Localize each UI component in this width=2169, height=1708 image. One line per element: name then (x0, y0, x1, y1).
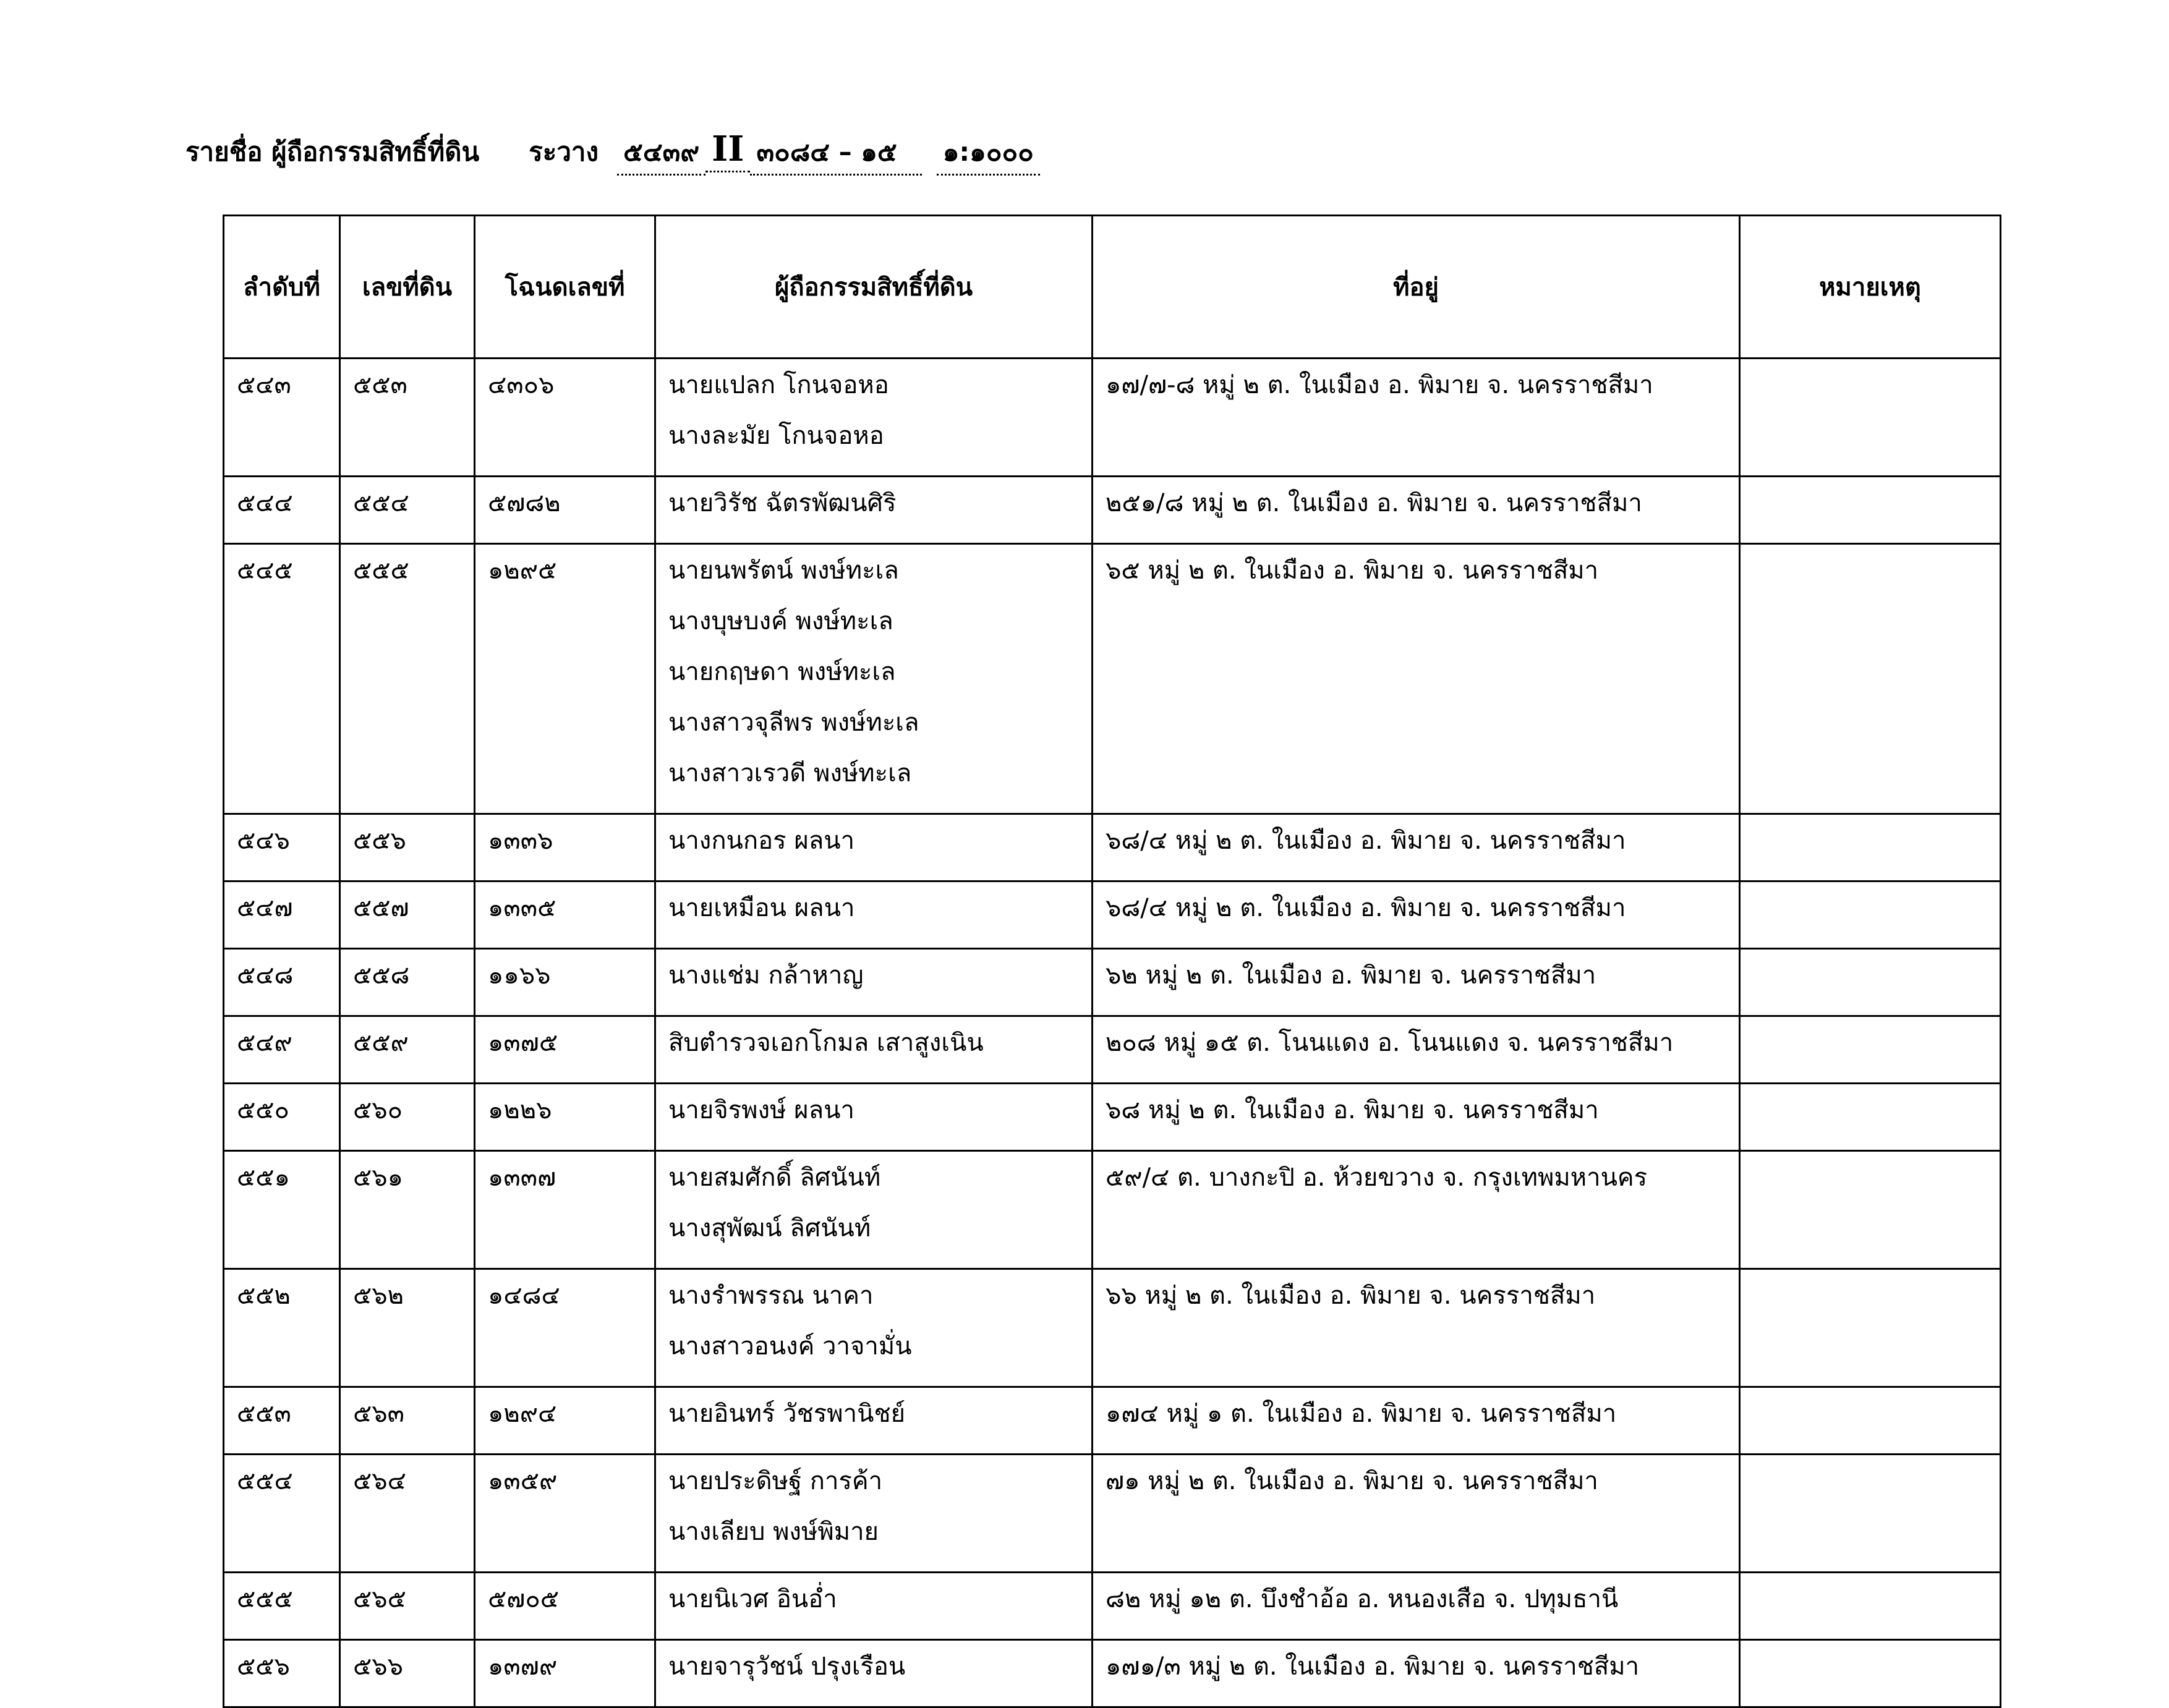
remark-value (1753, 1464, 1987, 1515)
col-header-remark: หมายเหตุ (1740, 216, 2001, 359)
deed-value: ๑๒๙๕ (488, 556, 557, 585)
cell-parcel (340, 1084, 475, 1151)
cell-owners (655, 477, 1093, 544)
parcel-value: ๕๖๔ (353, 1467, 406, 1495)
deed-value: ๕๗๘๒ (488, 489, 561, 517)
remark-value (1753, 368, 1987, 419)
remark-value (1753, 1160, 1987, 1211)
address-value: ๘๒ หมู่ ๑๒ ต. บึงชำอ้อ อ. หนองเสือ จ. ปทุมธานี (1106, 1585, 1619, 1613)
table-row (224, 949, 2001, 1016)
table-header-row (224, 216, 2001, 359)
address-value: ๖๘ หมู่ ๒ ต. ในเมือง อ. พิมาย จ. นครราชสีมา (1106, 1096, 1599, 1124)
cell-address (1093, 1573, 1740, 1640)
address-value: ๒๕๑/๘ หมู่ ๒ ต. ในเมือง อ. พิมาย จ. นครราชสีมา (1106, 489, 1642, 517)
cell-owners (655, 1084, 1093, 1151)
cell-address (1093, 1016, 1740, 1084)
cell-remark (1740, 359, 2001, 477)
table-row (224, 882, 2001, 949)
table-row (224, 1016, 2001, 1084)
cell-seq (224, 1084, 340, 1151)
seq-value: ๕๕๒ (237, 1281, 291, 1310)
cell-remark (1740, 949, 2001, 1016)
seq-value: ๕๕๓ (237, 1400, 291, 1428)
cell-owners (655, 1455, 1093, 1573)
cell-address (1093, 1387, 1740, 1455)
cell-address (1093, 1640, 1740, 1707)
cell-seq (224, 882, 340, 949)
cell-remark (1740, 882, 2001, 949)
cell-owners (655, 1573, 1093, 1640)
seq-value: ๕๔๖ (237, 826, 290, 855)
cell-deed (475, 1151, 655, 1269)
cell-deed (475, 1387, 655, 1455)
table-row (224, 1151, 2001, 1269)
sheet-grid: ๓๐๘๔ – ๑๕ (750, 132, 921, 176)
address-value: ๑๗๔ หมู่ ๑ ต. ในเมือง อ. พิมาย จ. นครราชสีมา (1106, 1400, 1617, 1428)
cell-deed (475, 544, 655, 814)
cell-parcel (340, 544, 475, 814)
cell-address (1093, 544, 1740, 814)
cell-owners (655, 1387, 1093, 1455)
remark-value (1753, 823, 1987, 874)
cell-owners (655, 949, 1093, 1016)
cell-remark (1740, 1269, 2001, 1387)
address-value: ๗๑ หมู่ ๒ ต. ในเมือง อ. พิมาย จ. นครราชสีมา (1106, 1467, 1598, 1495)
document-heading (185, 129, 1040, 178)
cell-seq (224, 1016, 340, 1084)
cell-parcel (340, 814, 475, 882)
parcel-value: ๕๖๒ (353, 1281, 404, 1310)
deed-value: ๑๔๘๔ (488, 1281, 560, 1310)
cell-address (1093, 1269, 1740, 1387)
deed-value: ๑๓๗๕ (488, 1029, 558, 1057)
cell-seq (224, 544, 340, 814)
cell-remark (1740, 1084, 2001, 1151)
cell-remark (1740, 814, 2001, 882)
seq-value: ๕๕๕ (237, 1585, 293, 1613)
address-value: ๖๕ หมู่ ๒ ต. ในเมือง อ. พิมาย จ. นครราชสีมา (1106, 556, 1599, 585)
owner-name: นางกนกอร ผลนา (668, 826, 855, 855)
cell-address (1093, 477, 1740, 544)
cell-owners (655, 1640, 1093, 1707)
cell-owners (655, 544, 1093, 814)
cell-address (1093, 359, 1740, 477)
owner-name: นางสุพัฒน์ ลิศนันท์ (668, 1214, 871, 1243)
cell-deed (475, 1640, 655, 1707)
table-row (224, 359, 2001, 477)
remark-value (1753, 1649, 1987, 1700)
table-row (224, 1269, 2001, 1387)
table-row (224, 1573, 2001, 1640)
cell-parcel (340, 1151, 475, 1269)
remark-value (1753, 553, 1987, 604)
address-value: ๑๗/๗-๘ หมู่ ๒ ต. ในเมือง อ. พิมาย จ. นครราชสีมา (1106, 371, 1653, 399)
cell-remark (1740, 1573, 2001, 1640)
cell-seq (224, 1269, 340, 1387)
address-value: ๖๘/๔ หมู่ ๒ ต. ในเมือง อ. พิมาย จ. นครราชสีมา (1106, 894, 1626, 922)
cell-seq (224, 949, 340, 1016)
deed-value: ๑๓๓๗ (488, 1163, 556, 1192)
table-row (224, 814, 2001, 882)
seq-value: ๕๔๕ (237, 556, 293, 585)
cell-remark (1740, 544, 2001, 814)
cell-deed (475, 1455, 655, 1573)
parcel-value: ๕๖๖ (353, 1652, 404, 1681)
deed-value: ๑๓๓๖ (488, 826, 553, 855)
remark-value (1753, 891, 1987, 941)
owner-name: นางบุษบงค์ พงษ์ทะเล (668, 607, 893, 635)
remark-value (1753, 1396, 1987, 1447)
cell-deed (475, 1016, 655, 1084)
remark-value (1753, 1026, 1987, 1076)
owner-name: นายกฤษดา พงษ์ทะเล (668, 658, 896, 686)
table-row (224, 544, 2001, 814)
seq-value: ๕๕๖ (237, 1652, 290, 1681)
cell-remark (1740, 1455, 2001, 1573)
owner-name: นางแช่ม กล้าหาญ (668, 961, 864, 990)
col-header-parcel: เลขที่ดิน (340, 216, 475, 359)
sheet-roman: II (705, 129, 750, 172)
deed-value: ๕๗๐๕ (488, 1585, 560, 1613)
deed-value: ๔๓๐๖ (488, 371, 555, 399)
remark-value (1753, 1278, 1987, 1329)
parcel-value: ๕๕๔ (353, 489, 409, 517)
cell-address (1093, 1084, 1740, 1151)
col-header-deed: โฉนดเลขที่ (475, 216, 655, 359)
cell-parcel (340, 1016, 475, 1084)
document-title: รายชื่อ ผู้ถือกรรมสิทธิ์ที่ดิน (185, 137, 480, 167)
deed-value: ๑๓๕๙ (488, 1467, 558, 1495)
address-value: ๒๐๘ หมู่ ๑๕ ต. โนนแดง อ. โนนแดง จ. นครราชสีมา (1106, 1029, 1674, 1057)
owner-name: นางรำพรรณ นาคา (668, 1281, 874, 1310)
parcel-value: ๕๕๓ (353, 371, 407, 399)
cell-deed (475, 477, 655, 544)
address-value: ๖๒ หมู่ ๒ ต. ในเมือง อ. พิมาย จ. นครราชสีมา (1106, 961, 1596, 990)
owner-name: นายจิรพงษ์ ผลนา (668, 1096, 854, 1124)
owner-name: นายจารุวัชน์ ปรุงเรือน (668, 1652, 906, 1681)
parcel-value: ๕๕๖ (353, 826, 406, 855)
cell-deed (475, 1269, 655, 1387)
cell-seq (224, 814, 340, 882)
seq-value: ๕๕๔ (237, 1467, 293, 1495)
seq-value: ๕๔๘ (237, 961, 294, 990)
cell-seq (224, 1151, 340, 1269)
cell-parcel (340, 1573, 475, 1640)
deed-value: ๑๒๒๖ (488, 1096, 552, 1124)
cell-deed (475, 949, 655, 1016)
parcel-value: ๕๕๗ (353, 894, 409, 922)
cell-seq (224, 1573, 340, 1640)
cell-parcel (340, 1269, 475, 1387)
cell-address (1093, 814, 1740, 882)
parcel-value: ๕๖๓ (353, 1400, 405, 1428)
deed-value: ๑๓๗๙ (488, 1652, 558, 1681)
remark-value (1753, 486, 1987, 537)
col-header-address: ที่อยู่ (1093, 216, 1740, 359)
seq-value: ๕๕๐ (237, 1096, 289, 1124)
parcel-value: ๕๕๘ (353, 961, 410, 990)
owner-name: นางเลียบ พงษ์พิมาย (668, 1518, 879, 1546)
cell-seq (224, 359, 340, 477)
cell-remark (1740, 1016, 2001, 1084)
deed-value: ๑๒๙๔ (488, 1400, 557, 1428)
cell-seq (224, 1455, 340, 1573)
cell-owners (655, 1269, 1093, 1387)
cell-parcel (340, 1387, 475, 1455)
cell-deed (475, 882, 655, 949)
cell-address (1093, 1151, 1740, 1269)
cell-deed (475, 359, 655, 477)
owner-name: นางสาวเรวดี พงษ์ทะเล (668, 759, 912, 788)
cell-parcel (340, 1640, 475, 1707)
cell-parcel (340, 477, 475, 544)
cell-deed (475, 1084, 655, 1151)
seq-value: ๕๔๓ (237, 371, 291, 399)
owner-name: นายเหมือน ผลนา (668, 894, 855, 922)
owner-name: สิบตำรวจเอกโกมล เสาสูงเนิน (668, 1029, 984, 1057)
cell-seq (224, 1387, 340, 1455)
deed-value: ๑๑๖๖ (488, 961, 551, 990)
owner-name: นายนพรัตน์ พงษ์ทะเล (668, 556, 899, 585)
owner-name: นางละมัย โกนจอหอ (668, 422, 884, 450)
col-header-seq: ลำดับที่ (224, 216, 340, 359)
owner-name: นายอินทร์ วัชรพานิชย์ (668, 1400, 906, 1428)
parcel-value: ๕๖๑ (353, 1163, 404, 1192)
sheet-label: ระวาง (529, 137, 599, 167)
table-row (224, 1387, 2001, 1455)
table-row (224, 1640, 2001, 1707)
cell-deed (475, 814, 655, 882)
owner-name: นางสาวจุลีพร พงษ์ทะเล (668, 708, 919, 737)
remark-value (1753, 1582, 1987, 1633)
cell-parcel (340, 882, 475, 949)
land-owners-table (223, 215, 2001, 1708)
cell-address (1093, 882, 1740, 949)
owner-name: นางสาวอนงค์ วาจามั่น (668, 1332, 912, 1361)
owner-name: นายนิเวศ อินอ่ำ (668, 1585, 837, 1613)
cell-owners (655, 1016, 1093, 1084)
owner-name: นายแปลก โกนจอหอ (668, 371, 889, 399)
cell-parcel (340, 1455, 475, 1573)
cell-remark (1740, 1387, 2001, 1455)
remark-value (1753, 958, 1987, 1009)
table-row (224, 1455, 2001, 1573)
parcel-value: ๕๕๕ (353, 556, 409, 585)
cell-parcel (340, 359, 475, 477)
cell-remark (1740, 477, 2001, 544)
cell-seq (224, 1640, 340, 1707)
remark-value (1753, 1093, 1987, 1144)
address-value: ๖๖ หมู่ ๒ ต. ในเมือง อ. พิมาย จ. นครราชสีมา (1106, 1281, 1596, 1310)
parcel-value: ๕๕๙ (353, 1029, 409, 1057)
address-value: ๖๘/๔ หมู่ ๒ ต. ในเมือง อ. พิมาย จ. นครราชสีมา (1106, 826, 1626, 855)
cell-owners (655, 814, 1093, 882)
cell-owners (655, 1151, 1093, 1269)
cell-parcel (340, 949, 475, 1016)
parcel-value: ๕๖๐ (353, 1096, 403, 1124)
cell-remark (1740, 1151, 2001, 1269)
owner-name: นายประดิษฐ์ การค้า (668, 1467, 883, 1495)
col-header-owners: ผู้ถือกรรมสิทธิ์ที่ดิน (655, 216, 1093, 359)
seq-value: ๕๔๗ (237, 894, 293, 922)
cell-address (1093, 1455, 1740, 1573)
cell-deed (475, 1573, 655, 1640)
parcel-value: ๕๖๕ (353, 1585, 406, 1613)
cell-address (1093, 949, 1740, 1016)
owner-name: นายสมศักดิ์ ลิศนันท์ (668, 1163, 881, 1192)
map-scale: ๑:๑๐๐๐ (937, 132, 1040, 176)
owner-name: นายวิรัช ฉัตรพัฒนศิริ (668, 489, 897, 517)
seq-value: ๕๔๙ (237, 1029, 292, 1057)
seq-value: ๕๕๑ (237, 1163, 290, 1192)
cell-remark (1740, 1640, 2001, 1707)
deed-value: ๑๓๓๕ (488, 894, 556, 922)
cell-seq (224, 477, 340, 544)
address-value: ๕๙/๔ ต. บางกะปิ อ. ห้วยขวาง จ. กรุงเทพมหานคร (1106, 1163, 1648, 1192)
table-row (224, 1084, 2001, 1151)
table-row (224, 477, 2001, 544)
cell-owners (655, 359, 1093, 477)
address-value: ๑๗๑/๓ หมู่ ๒ ต. ในเมือง อ. พิมาย จ. นครราชสีมา (1106, 1652, 1640, 1681)
seq-value: ๕๔๔ (237, 489, 293, 517)
sheet-number: ๕๔๓๙ (617, 132, 705, 176)
cell-owners (655, 882, 1093, 949)
